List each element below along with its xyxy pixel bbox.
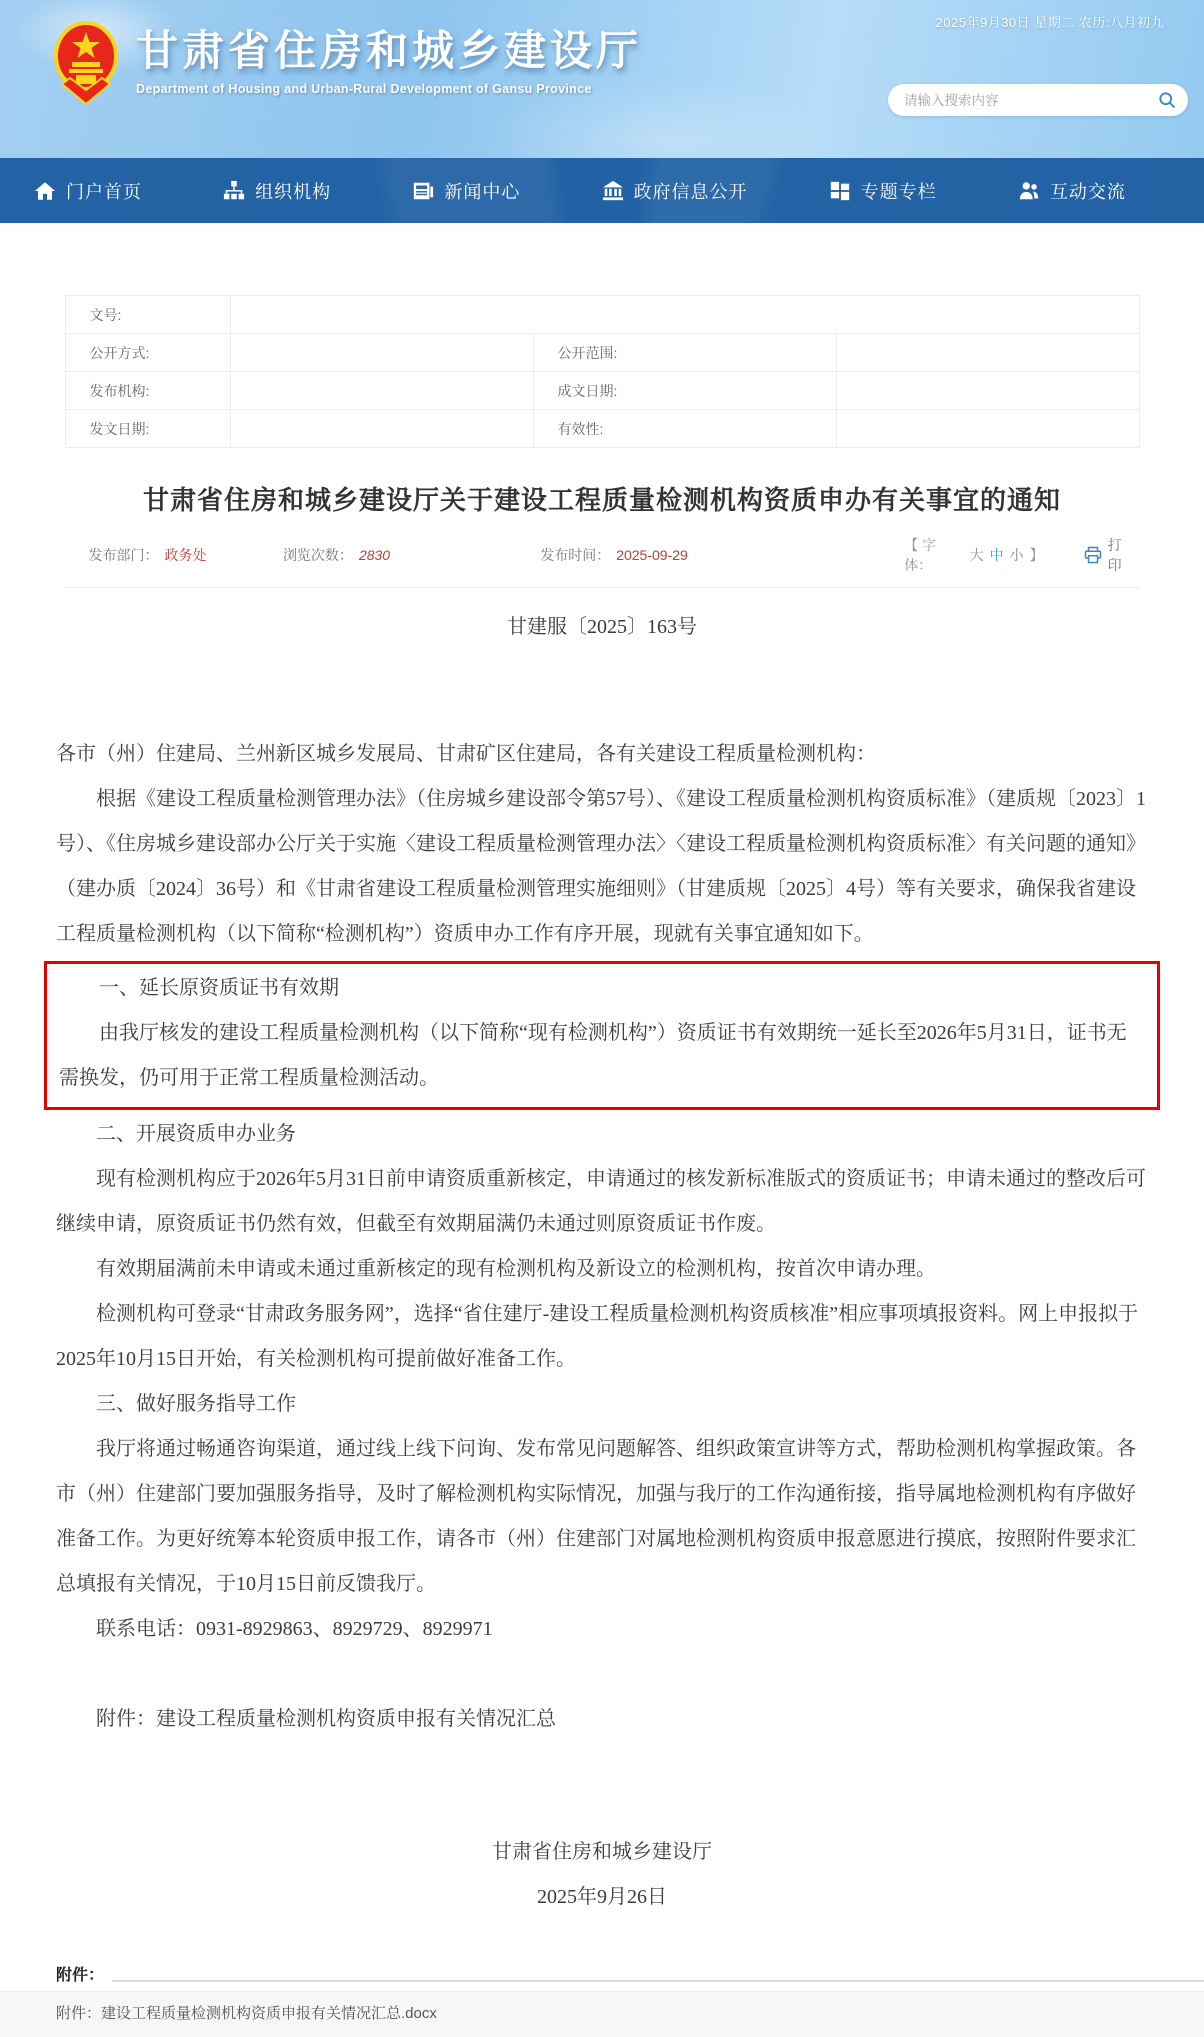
nav-item-label: 新闻中心 [444, 181, 521, 202]
nav-item-label: 政府信息公开 [633, 181, 748, 202]
nav-item-organization[interactable] [223, 178, 331, 204]
issue-date-value [230, 410, 533, 448]
nav-item-interaction[interactable] [1018, 178, 1126, 204]
site-title: 甘肃省住房和城乡建设厅 [136, 27, 643, 74]
pub-org-label: 发布机构: [65, 372, 230, 410]
national-emblem-logo [52, 20, 120, 104]
open-type-label: 公开方式: [65, 334, 230, 372]
search-icon[interactable] [1156, 89, 1178, 111]
section3-heading: 三、做好服务指导工作 [96, 1393, 296, 1415]
nav-item-news[interactable] [412, 178, 520, 204]
section2-paragraph-3: 检测机构可登录“甘肃政务服务网”，选择“省住建厅-建设工程质量检测机构资质核准”相应事项填报资料。网上申报拟于2025年10月15日开始，有关检测机构可提前做好准备工作。 [56, 1303, 1139, 1370]
publish-time-label: 发布时间： [540, 547, 611, 563]
divider [112, 1980, 1204, 1982]
table-row [65, 372, 1139, 410]
section2-paragraph-2: 有效期届满前未申请或未通过重新核定的现有检测机构及新设立的检测机构，按首次申请办理。 [96, 1258, 936, 1280]
search-input[interactable] [904, 93, 1156, 108]
print-button[interactable] [1084, 535, 1136, 575]
doc-no-value [230, 296, 1139, 334]
doc-number: 甘建服〔2025〕163号 [507, 616, 697, 638]
site-brand [52, 20, 642, 104]
doc-meta-table [65, 295, 1140, 448]
nav-item-gov-info[interactable] [602, 178, 748, 204]
open-scope-value [836, 334, 1139, 372]
section2-paragraph-1: 现有检测机构应于2026年5月31日前申请资质重新核定，申请通过的核发新标准版式的资质证书；申请未通过的整改后可继续申请，原资质证书仍然有效，但截至有效期届满仍未通过则原资质证书作废。 [56, 1168, 1146, 1235]
content-area [0, 223, 1204, 2037]
nav-item-label: 专题专栏 [860, 181, 937, 202]
search-box [888, 84, 1188, 116]
article-meta-row [65, 535, 1140, 588]
font-size-large-button[interactable]: 大 [969, 547, 984, 563]
intro-paragraph: 根据《建设工程质量检测管理办法》（住房城乡建设部令第57号）、《建设工程质量检测机构资质标准》（建质规〔2023〕1号）、《住房城乡建设部办公厅关于实施〈建设工程质量检测管理办法〉〈建设工程质量检测机构资质标准〉有关问题的通知》（建办质〔2024〕36号）和《甘肃省建设工程质量检测管理实施细则》（甘建质规〔2025〕4号）等有关要求，确保我省建设工程质量检测机构（以下简称“检测机构”）资质申办工作有序开展，现就有关事宜通知如下。 [56, 788, 1146, 945]
doc-no-label: 文号: [65, 296, 230, 334]
header-date: 2025年9月30日 星期二 农历:八月初九 [935, 15, 1164, 30]
signature-org: 甘肃省住房和城乡建设厅 [492, 1841, 712, 1863]
table-row [65, 296, 1139, 334]
table-row [65, 334, 1139, 372]
section1-paragraph: 由我厅核发的建设工程质量检测机构（以下简称“现有检测机构”）资质证书有效期统一延长至2026年5月31日，证书无需换发，仍可用于正常工程质量检测活动。 [59, 1022, 1127, 1089]
attachment-section [0, 1962, 1204, 2037]
topics-grid-icon [829, 180, 851, 202]
page-title: 甘肃省住房和城乡建设厅关于建设工程质量检测机构资质申办有关事宜的通知 [142, 486, 1061, 515]
publish-dept-label: 发布部门： [88, 547, 159, 563]
validity-label: 有效性: [533, 410, 836, 448]
publish-time-value: 2025-09-29 [616, 547, 688, 563]
nav-item-label: 组织机构 [255, 181, 332, 202]
people-icon [1018, 180, 1040, 202]
pub-org-value [230, 372, 533, 410]
write-date-label: 成文日期: [533, 372, 836, 410]
font-ctrl-close: 】 [1029, 547, 1044, 563]
validity-value [836, 410, 1139, 448]
site-subtitle: Department of Housing and Urban-Rural Development of Gansu Province [136, 82, 592, 97]
attachment-file-link[interactable]: 附件：建设工程质量检测机构资质申报有关情况汇总.docx [56, 2005, 437, 2022]
section3-paragraph-1: 我厅将通过畅通咨询渠道，通过线上线下问询、发布常见问题解答、组织政策宣讲等方式，帮助检测机构掌握政策。各市（州）住建部门要加强服务指导，及时了解检测机构实际情况，加强与我厅的工作沟通衔接，指导属地检测机构有序做好准备工作。为更好统筹本轮资质申报工作，请各市（州）住建部门对属地检测机构资质申报意愿进行摸底，按照附件要求汇总填报有关情况，于10月15日前反馈我厅。 [56, 1438, 1136, 1595]
issue-date-label: 发文日期: [65, 410, 230, 448]
open-scope-label: 公开范围: [533, 334, 836, 372]
signature-date: 2025年9月26日 [537, 1886, 667, 1908]
highlight-box [44, 961, 1160, 1110]
section1-heading: 一、延长原资质证书有效期 [99, 977, 339, 999]
attachment-label: 附件： [56, 1967, 105, 1984]
news-icon [412, 180, 434, 202]
site-header [0, 0, 1204, 158]
article-body [0, 687, 1204, 1920]
sitemap-icon [223, 180, 245, 202]
nav-item-home[interactable] [34, 178, 142, 204]
contact-phone: 联系电话：0931-8929863、8929729、8929971 [96, 1618, 493, 1640]
font-size-medium-button[interactable]: 中 [989, 547, 1004, 563]
main-nav [0, 158, 1204, 223]
nav-item-label: 门户首页 [66, 181, 142, 202]
gov-building-icon [602, 180, 624, 202]
print-label: 打印 [1107, 537, 1122, 573]
home-icon [34, 180, 56, 202]
font-ctrl-open: 【 字体： [904, 537, 937, 573]
write-date-value [836, 372, 1139, 410]
font-size-control [904, 535, 1043, 575]
attachment-note: 附件：建设工程质量检测机构资质申报有关情况汇总 [96, 1708, 556, 1730]
views-count: 2830 [358, 547, 391, 563]
table-row [65, 410, 1139, 448]
views-label: 浏览次数： [282, 547, 353, 563]
nav-item-label: 互动交流 [1049, 181, 1126, 202]
printer-icon [1084, 546, 1102, 564]
font-size-small-button[interactable]: 小 [1009, 547, 1024, 563]
section2-heading: 二、开展资质申办业务 [96, 1123, 296, 1145]
nav-item-topics[interactable] [829, 178, 937, 204]
salutation: 各市（州）住建局、兰州新区城乡发展局、甘肃矿区住建局，各有关建设工程质量检测机构： [56, 743, 876, 765]
open-type-value [230, 334, 533, 372]
publish-dept-value: 政务处 [164, 547, 207, 563]
